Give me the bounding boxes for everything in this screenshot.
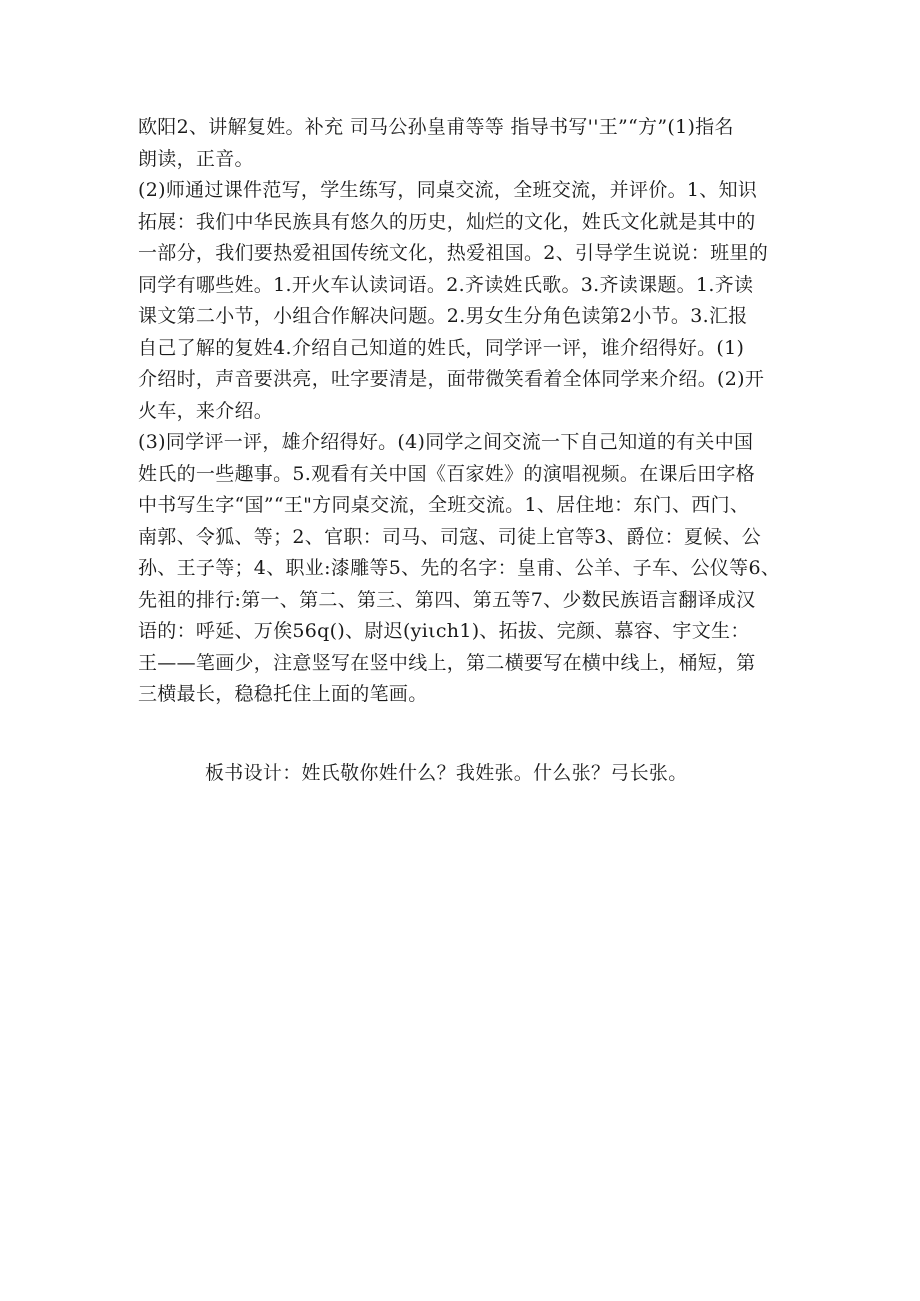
- paragraph: [138, 175, 788, 427]
- text-line: 南郭、令狐、等；2、官职：司马、司寇、司徒上官等3、爵位：夏候、公: [138, 525, 762, 548]
- text-line: 姓氏的一些趣事。5.观看有关中国《百家姓》的演唱视频。在课后田字格: [138, 462, 756, 485]
- board-design-line: 板书设计：姓氏敬你姓什么？我姓张。什么张？弓长张。: [205, 762, 688, 784]
- text-line: 先祖的排行:第一、第二、第三、第四、第五等7、少数民族语言翻译成汉: [138, 588, 756, 611]
- text-line: (3)同学评一评，雄介绍得好。(4)同学之间交流一下自己知道的有关中国: [138, 431, 754, 453]
- paragraph: [138, 112, 788, 175]
- text-line: (2)师通过课件范写，学生练写，同桌交流，全班交流，并评价。1、知识: [138, 179, 758, 201]
- text-line: 课文第二小节，小组合作解决问题。2.男女生分角色读第2小节。3.汇报: [138, 305, 748, 327]
- text-line: 自己了解的复姓4.介绍自己知道的姓氏，同学评一评，谁介绍得好。(1): [138, 336, 745, 359]
- text-line: 王——笔画少，注意竖写在竖中线上，第二横要写在横中线上，桶短，第: [138, 651, 756, 674]
- paragraph: [138, 427, 788, 711]
- text-line: 语的：呼延、万俟56q()、尉迟(yiιch1)、拓拔、完颜、慕容、宇文生：: [138, 620, 750, 642]
- text-line: 朗读，正音。: [138, 147, 254, 170]
- text-line: 同学有哪些姓。1.开火车认读词语。2.齐读姓氏歌。3.齐读课题。1.齐读: [138, 273, 754, 296]
- text-line: 一部分，我们要热爱祖国传统文化，热爱祖国。2、引导学生说说：班里的: [138, 242, 768, 264]
- text-line: 火车，来介绍。: [138, 399, 274, 422]
- text-line: 孙、王子等；4、职业:漆雕等5、先的名字：皇甫、公羊、子车、公仪等6、: [138, 557, 781, 579]
- text-line: 拓展：我们中华民族具有悠久的历史，灿烂的文化，姓氏文化就是其中的: [138, 210, 756, 233]
- body-text: [138, 112, 788, 711]
- text-line: 介绍时，声音要洪亮，吐字要清是，面带微笑看着全体同学来介绍。(2)开: [138, 368, 765, 390]
- text-line: 三横最长，稳稳托住上面的笔画。: [138, 683, 428, 705]
- text-line: 欧阳2、讲解复姓。补充 司马公孙皇甫等等 指导书写''王”“方”(1)指名: [138, 116, 734, 138]
- text-line: 中书写生字“国”“王"方同桌交流，全班交流。1、居住地：东门、西门、: [138, 494, 750, 516]
